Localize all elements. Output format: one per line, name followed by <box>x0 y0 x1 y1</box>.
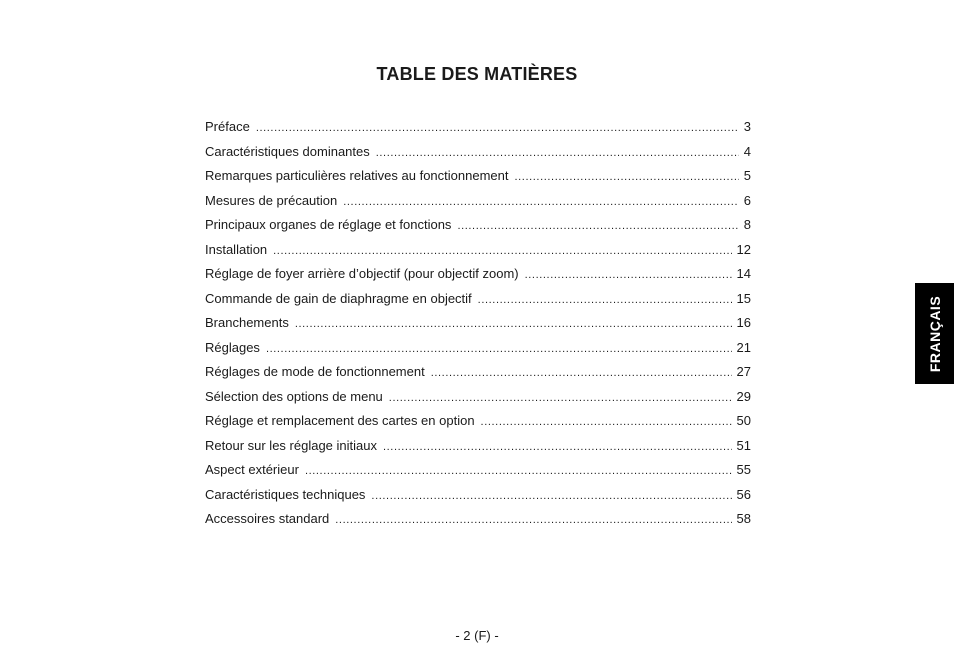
toc-entry-label: Retour sur les réglage initiaux <box>205 437 377 453</box>
toc-entry-page: 8 <box>743 217 751 232</box>
toc-entry[interactable] <box>205 411 751 436</box>
toc-dot-leader <box>273 241 731 261</box>
toc-dot-leader <box>457 216 738 236</box>
toc-entry-label: Branchements <box>205 315 289 330</box>
toc-entry-label: Mesures de précaution <box>205 192 338 208</box>
toc-entry[interactable] <box>205 215 751 240</box>
toc-dot-leader <box>481 412 732 432</box>
toc-entry-label: Principaux organes de réglage et fonctions <box>205 217 452 232</box>
toc-dot-leader <box>295 314 732 334</box>
language-tab-label: FRANÇAIS <box>926 295 943 372</box>
toc-dot-leader <box>266 339 732 359</box>
toc-dot-leader <box>343 192 739 212</box>
toc-entry[interactable] <box>205 436 751 461</box>
toc-entry[interactable] <box>205 240 751 265</box>
toc-entry[interactable] <box>205 313 751 338</box>
toc-entry-page: 21 <box>736 339 751 355</box>
toc-entry[interactable] <box>205 485 751 510</box>
toc-entry-label: Caractéristiques dominantes <box>205 143 370 159</box>
toc-dot-leader <box>256 118 739 138</box>
table-of-contents <box>205 117 751 534</box>
toc-entry-page: 14 <box>736 266 751 281</box>
toc-entry-page: 16 <box>736 315 751 330</box>
toc-entry-page: 5 <box>743 168 751 183</box>
toc-entry-label: Réglage de foyer arrière d’objectif (pour objectif zoom) <box>205 266 519 281</box>
toc-entry-page: 27 <box>736 364 751 379</box>
toc-entry-page: 50 <box>736 413 751 428</box>
toc-entry[interactable] <box>205 264 751 289</box>
page-number: - 2 (F) - <box>455 628 499 643</box>
toc-entry[interactable] <box>205 289 751 314</box>
toc-entry-label: Accessoires standard <box>205 511 330 526</box>
toc-entry-label: Commande de gain de diaphragme en objectif <box>205 290 472 306</box>
toc-entry-page: 3 <box>743 119 751 134</box>
toc-entry-label: Sélection des options de menu <box>205 388 383 404</box>
toc-entry[interactable] <box>205 387 751 412</box>
toc-dot-leader <box>431 363 732 383</box>
toc-entry[interactable] <box>205 117 751 142</box>
toc-dot-leader <box>478 290 732 310</box>
toc-entry[interactable] <box>205 338 751 363</box>
toc-entry-page: 58 <box>736 511 751 526</box>
toc-entry-label: Aspect extérieur <box>205 462 299 477</box>
toc-entry-label: Caractéristiques techniques <box>205 486 366 502</box>
toc-entry-page: 55 <box>736 462 751 477</box>
toc-entry-label: Réglages <box>205 339 260 355</box>
toc-entry-page: 56 <box>736 486 751 502</box>
toc-dot-leader <box>335 510 731 530</box>
toc-entry[interactable] <box>205 362 751 387</box>
toc-dot-leader <box>305 461 732 481</box>
toc-entry-page: 29 <box>736 388 751 404</box>
toc-dot-leader <box>376 143 739 163</box>
toc-entry-label: Préface <box>205 119 250 134</box>
language-tab <box>915 283 954 384</box>
toc-entry-label: Réglage et remplacement des cartes en option <box>205 413 475 428</box>
toc-entry[interactable] <box>205 191 751 216</box>
toc-entry-page: 12 <box>736 241 751 257</box>
toc-dot-leader <box>389 388 732 408</box>
toc-entry-label: Installation <box>205 241 268 257</box>
toc-entry[interactable] <box>205 460 751 485</box>
toc-dot-leader <box>525 265 732 285</box>
toc-entry[interactable] <box>205 509 751 534</box>
toc-entry-label: Remarques particulières relatives au fonctionnement <box>205 168 509 183</box>
toc-entry[interactable] <box>205 166 751 191</box>
toc-entry-label: Réglages de mode de fonctionnement <box>205 364 425 379</box>
toc-dot-leader <box>515 167 739 187</box>
toc-dot-leader <box>383 437 732 457</box>
toc-entry-page: 4 <box>743 143 751 159</box>
toc-entry-page: 6 <box>743 192 751 208</box>
page-title: TABLE DES MATIÈRES <box>376 64 578 84</box>
toc-entry-page: 15 <box>736 290 751 306</box>
toc-entry[interactable] <box>205 142 751 167</box>
toc-entry-page: 51 <box>736 437 751 453</box>
toc-dot-leader <box>371 486 731 506</box>
